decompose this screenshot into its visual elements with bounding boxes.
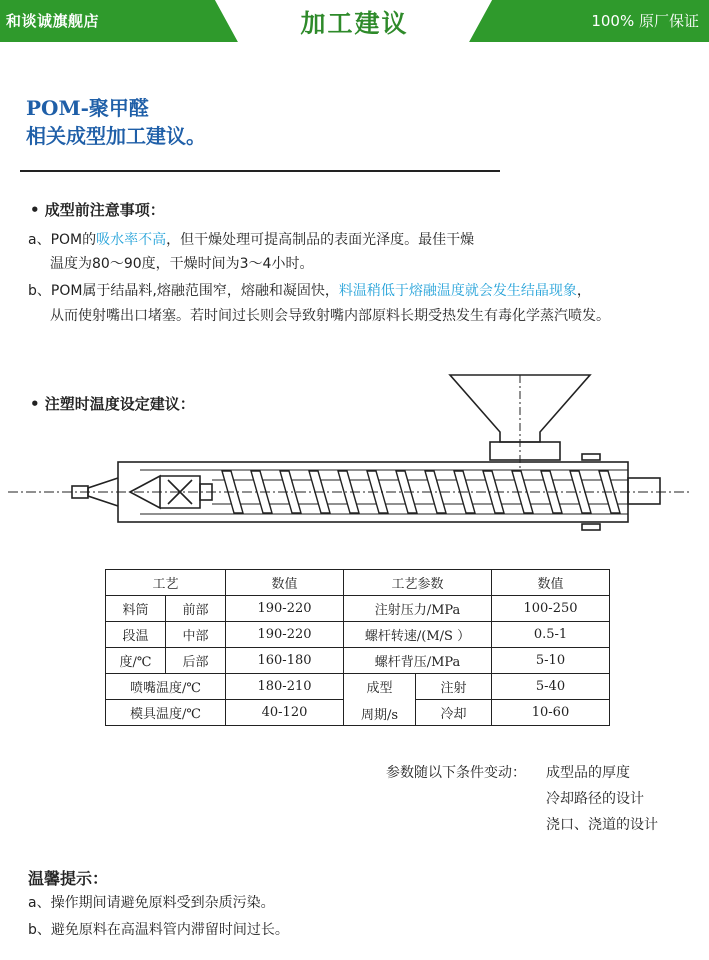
cycle-label-top: 成型 xyxy=(366,680,393,696)
screw-speed-value: 0.5-1 xyxy=(492,622,610,648)
mold-temp-label: 模具温度/℃ xyxy=(106,700,226,726)
injection-screw-diagram xyxy=(0,370,709,540)
precaution-a-line1 xyxy=(28,229,474,249)
precaution-b-line1 xyxy=(28,280,591,300)
back-pressure-label: 螺杆背压/MPa xyxy=(344,648,492,674)
precaution-b-prefix: b、POM属于结晶料,熔融范围窄，熔融和凝固快， xyxy=(28,283,339,299)
table-row xyxy=(106,596,610,622)
header-param: 工艺参数 xyxy=(344,570,492,596)
barrel-front-label: 前部 xyxy=(166,596,226,622)
store-name: 和谈诚旗舰店 xyxy=(6,12,100,30)
barrel-front-value: 190-220 xyxy=(226,596,344,622)
precaution-b-highlight: 料温稍低于熔融温度就会发生结晶现象 xyxy=(338,283,577,299)
cooling-time-label: 冷却 xyxy=(416,700,492,726)
cycle-time-label xyxy=(344,674,416,726)
precaution-a-line2: 温度为80～90度，干燥时间为3～4小时。 xyxy=(50,256,314,272)
cooling-time-value: 10-60 xyxy=(492,700,610,726)
authentic-guarantee: 100% 原厂保证 xyxy=(591,12,699,30)
screw-speed-label: 螺杆转速/(M/S ） xyxy=(344,622,492,648)
tips-heading: 温馨提示： xyxy=(28,869,109,888)
barrel-rear-label: 后部 xyxy=(166,648,226,674)
table-header-row xyxy=(106,570,610,596)
section-temperature-heading: • 注塑时温度设定建议： xyxy=(30,395,195,413)
barrel-group-label-3: 度/℃ xyxy=(106,648,166,674)
table-row xyxy=(106,648,610,674)
tip-item: a、操作期间请避免原料受到杂质污染。 xyxy=(28,895,275,911)
barrel-group-label-2: 段温 xyxy=(106,622,166,648)
table-row xyxy=(106,674,610,700)
tip-item: b、避免原料在高温料管内滞留时间过长。 xyxy=(28,922,289,938)
cycle-label-bottom: 周期/s xyxy=(360,707,399,723)
precaution-b-suffix: ， xyxy=(576,283,591,299)
page-title-line2: 相关成型加工建议。 xyxy=(26,124,206,148)
back-pressure-value: 5-10 xyxy=(492,648,610,674)
barrel-rear-value: 160-180 xyxy=(226,648,344,674)
header-banner xyxy=(0,0,709,42)
inject-time-label: 注射 xyxy=(416,674,492,700)
header-value: 数值 xyxy=(226,570,344,596)
precaution-a-highlight: 吸水率不高 xyxy=(96,232,167,248)
processing-parameter-table xyxy=(105,569,610,726)
precaution-b-line2: 从而使射嘴出口堵塞。若时间过长则会导致射嘴内部原料长期受热发生有毒化学蒸汽喷发。 xyxy=(50,308,610,324)
precaution-a-prefix: a、POM的 xyxy=(28,232,97,248)
barrel-group-label-1: 料筒 xyxy=(106,596,166,622)
heater-band-bottom xyxy=(582,524,600,530)
drive-shaft xyxy=(628,478,660,504)
heater-band-top xyxy=(582,454,600,460)
section-precautions-heading: • 成型前注意事项： xyxy=(30,201,165,219)
variation-item: 冷却路径的设计 xyxy=(546,791,644,807)
inject-pressure-value: 100-250 xyxy=(492,596,610,622)
inject-pressure-label: 注射压力/MPa xyxy=(344,596,492,622)
table-row xyxy=(106,622,610,648)
variation-note-label: 参数随以下条件变动： xyxy=(386,765,526,781)
feed-throat xyxy=(490,442,560,460)
header-param-value: 数值 xyxy=(492,570,610,596)
nozzle-temp-label: 喷嘴温度/℃ xyxy=(106,674,226,700)
header-title: 加工建议 xyxy=(300,9,409,38)
variation-item: 成型品的厚度 xyxy=(546,765,630,781)
variation-item: 浇口、浇道的设计 xyxy=(546,817,658,833)
title-divider xyxy=(20,170,500,172)
page-title-line1: POM-聚甲醛 xyxy=(26,96,149,120)
mold-temp-value: 40-120 xyxy=(226,700,344,726)
precaution-a-suffix: ，但干燥处理可提高制品的表面光泽度。最佳干燥 xyxy=(166,232,475,248)
barrel-middle-label: 中部 xyxy=(166,622,226,648)
inject-time-value: 5-40 xyxy=(492,674,610,700)
nozzle-temp-value: 180-210 xyxy=(226,674,344,700)
header-process: 工艺 xyxy=(106,570,226,596)
barrel-middle-value: 190-220 xyxy=(226,622,344,648)
